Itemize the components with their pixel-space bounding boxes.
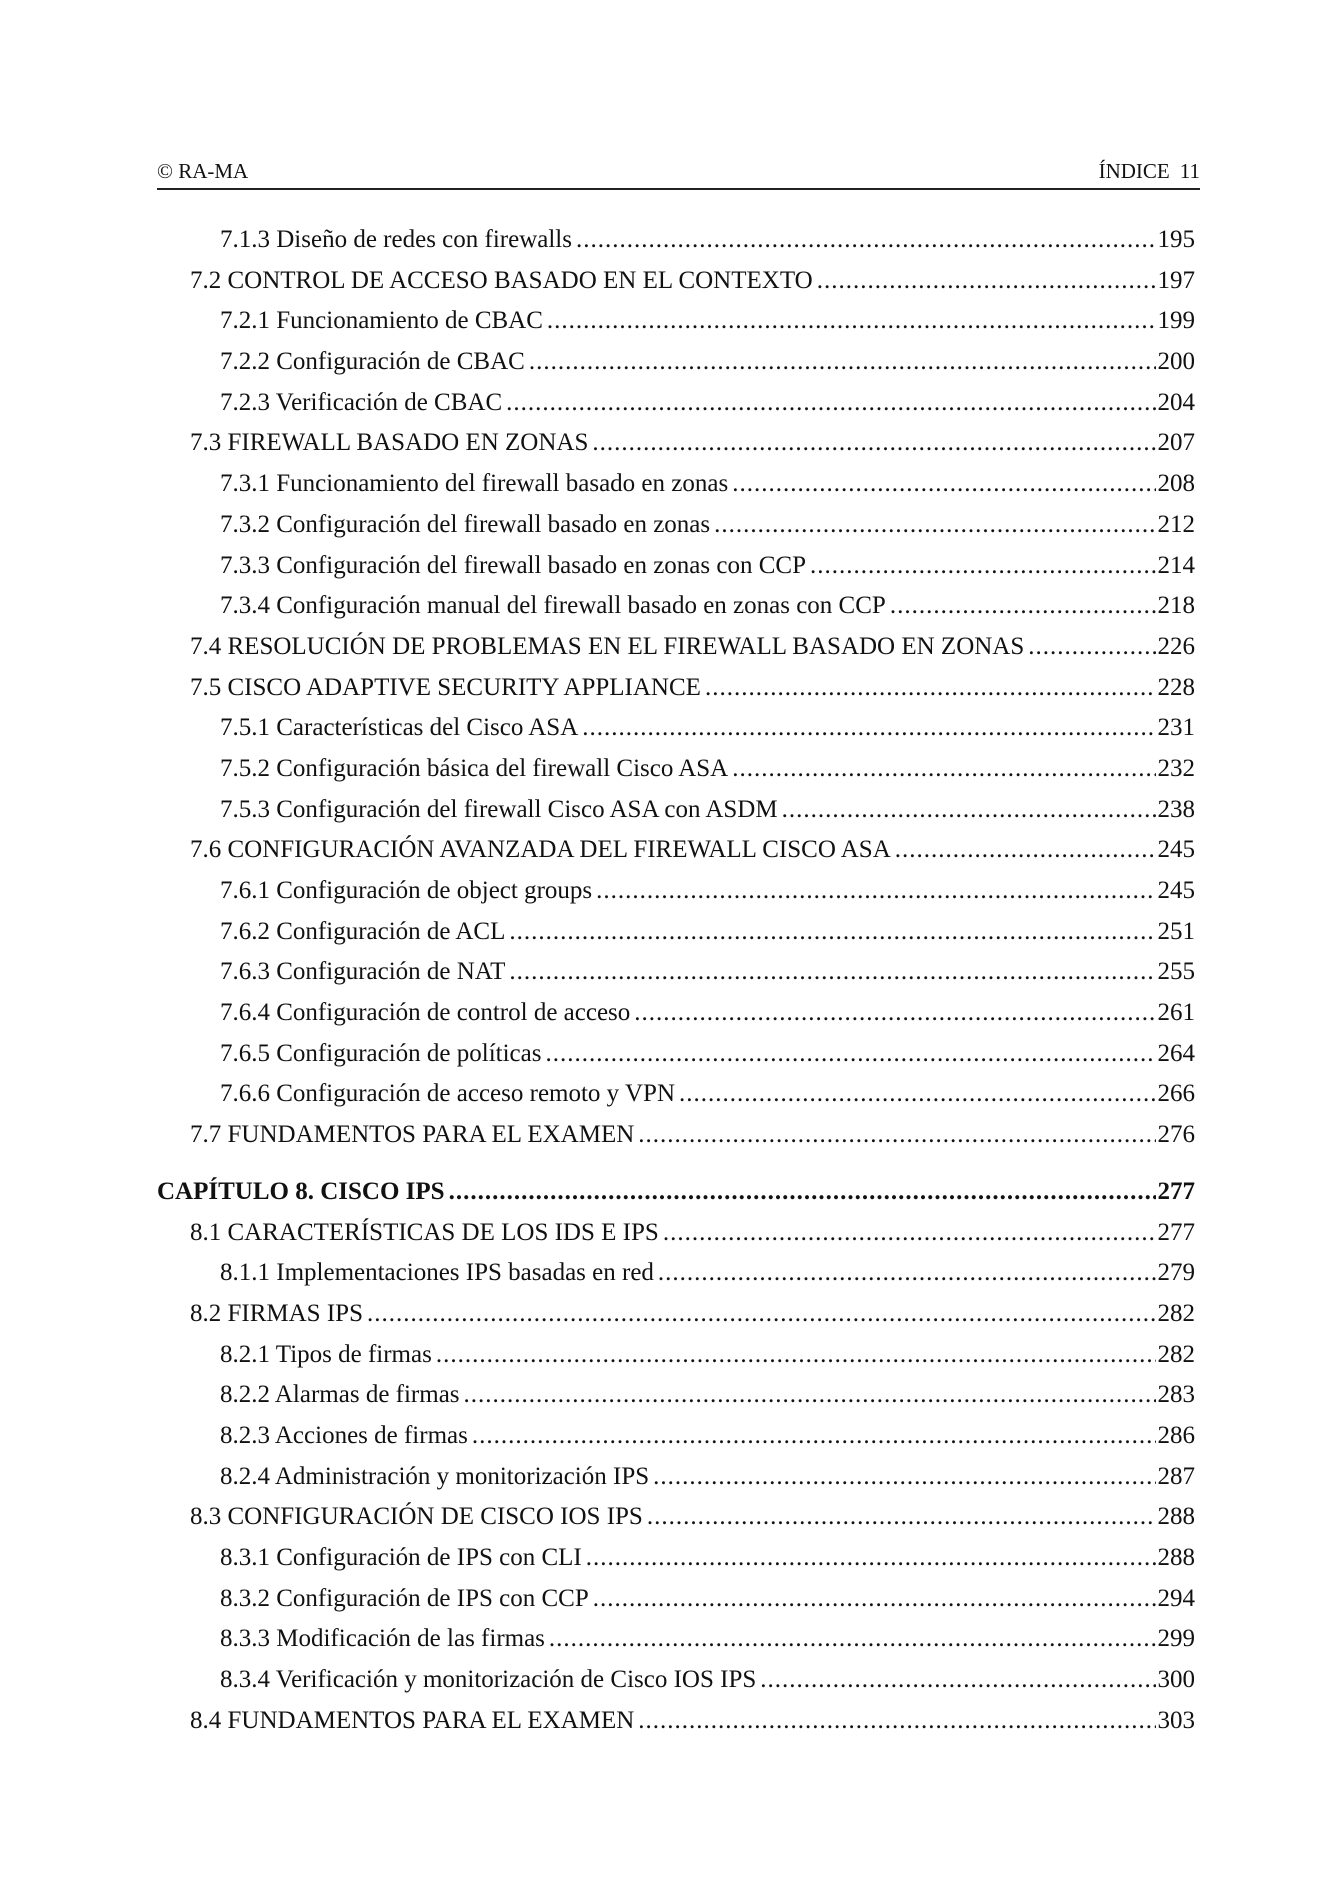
toc-entry-page: 287 [1157,1462,1195,1490]
toc-entry[interactable] [157,1115,1195,1156]
toc-entry-label: 7.6.4 Configuración de control de acceso [220,999,631,1027]
toc-entry-label: 7.2.2 Configuración de CBAC [220,348,525,376]
toc-entry-page: 286 [1157,1421,1195,1449]
toc-entry[interactable] [157,586,1195,627]
dot-leader [593,1579,1156,1620]
toc-entry-page: 231 [1157,714,1195,742]
dot-leader [449,1172,1156,1213]
toc-entry-label: 8.3 CONFIGURACIÓN DE CISCO IOS IPS [190,1503,643,1531]
toc-entry[interactable] [157,668,1195,709]
toc-entry-label: 7.5.1 Características del Cisco ASA [220,714,579,742]
dot-leader [638,1115,1155,1156]
toc-entry-page: 264 [1157,1039,1195,1067]
toc-entry-page: 197 [1157,266,1195,294]
table-of-contents [157,220,1195,1741]
toc-entry-label: 7.2 CONTROL DE ACCESO BASADO EN EL CONTEXTO [190,266,813,294]
toc-entry-page: 226 [1157,632,1195,660]
toc-entry[interactable] [157,1497,1195,1538]
toc-entry-label: 7.1.3 Diseño de redes con firewalls [220,226,572,253]
dot-leader [509,912,1155,953]
dot-leader [582,708,1155,749]
toc-entry-label: 7.2.3 Verificación de CBAC [220,388,503,416]
toc-entry-label: 8.1 CARACTERÍSTICAS DE LOS IDS E IPS [190,1218,659,1246]
toc-entry-page: 282 [1157,1340,1195,1368]
dot-leader [705,668,1156,709]
toc-entry[interactable] [157,708,1195,749]
toc-entry-page: 212 [1157,510,1195,538]
toc-entry[interactable] [157,301,1195,342]
toc-entry-label: 8.1.1 Implementaciones IPS basadas en red [220,1259,654,1287]
toc-entry[interactable] [157,871,1195,912]
toc-entry[interactable] [157,505,1195,546]
dot-leader [586,1538,1156,1579]
dot-leader [1028,627,1155,668]
dot-leader [658,1253,1156,1294]
toc-entry[interactable] [157,1074,1195,1115]
publisher-copyright: © RA-MA [157,159,249,183]
toc-entry-page: 208 [1157,470,1195,498]
toc-entry-page: 200 [1157,348,1195,376]
toc-entry-page: 283 [1157,1381,1195,1409]
toc-entry-page: 214 [1157,551,1195,579]
toc-entry-page: 218 [1157,592,1195,620]
toc-entry[interactable] [157,1253,1195,1294]
toc-entry-label: 7.6 CONFIGURACIÓN AVANZADA DEL FIREWALL CISCO ASA [190,836,891,864]
running-title [1099,159,1200,184]
toc-entry-page: 277 [1157,1218,1195,1246]
toc-entry-label: 7.5.3 Configuración del firewall Cisco ASA con ASDM [220,795,778,823]
toc-entry[interactable] [157,627,1195,668]
toc-entry-page: 300 [1157,1666,1195,1694]
page-header [157,158,1200,190]
toc-entry-label: 7.5 CISCO ADAPTIVE SECURITY APPLIANCE [190,673,701,701]
toc-entry-label: 7.3.4 Configuración manual del firewall basado en zonas con CCP [220,592,886,620]
toc-entry-page: 232 [1157,754,1195,782]
toc-entry[interactable] [157,383,1195,424]
toc-entry-page: 299 [1157,1625,1195,1653]
toc-entry-label: 8.3.1 Configuración de IPS con CLI [220,1544,582,1571]
dot-leader [464,1375,1156,1416]
toc-entry-page: 245 [1157,877,1195,904]
dot-leader [545,1034,1155,1075]
toc-entry[interactable] [157,1294,1195,1335]
dot-leader [663,1213,1156,1254]
toc-entry-label: 7.6.6 Configuración de acceso remoto y VPN [220,1080,675,1108]
dot-leader [817,261,1156,302]
dot-leader [509,952,1155,993]
toc-entry-label: 7.5.2 Configuración básica del firewall Cisco ASA [220,754,729,782]
dot-leader [547,301,1156,342]
toc-entry-page: 288 [1157,1544,1195,1571]
dot-leader [529,342,1156,383]
toc-entry-label: 8.2.4 Administración y monitorización IPS [220,1462,650,1490]
toc-entry-page: 279 [1157,1259,1195,1287]
dot-leader [472,1416,1156,1457]
toc-entry-page: 199 [1157,307,1195,335]
dot-leader [732,749,1155,790]
toc-entry[interactable] [157,464,1195,505]
toc-entry-page: 238 [1157,795,1195,823]
toc-entry-label: CAPÍTULO 8. CISCO IPS [157,1177,445,1205]
toc-entry-label: 7.7 FUNDAMENTOS PARA EL EXAMEN [190,1121,635,1149]
toc-entry[interactable] [157,1538,1195,1579]
toc-entry[interactable] [157,1375,1195,1416]
toc-entry-page: 251 [1157,917,1195,945]
dot-leader [895,830,1156,871]
dot-leader [506,383,1155,424]
dot-leader [367,1294,1156,1335]
toc-entry[interactable] [157,1619,1195,1660]
toc-entry[interactable] [157,1701,1195,1742]
toc-entry-label: 7.6.1 Configuración de object groups [220,877,593,904]
toc-entry[interactable] [157,1660,1195,1701]
toc-entry-page: 282 [1157,1299,1195,1327]
dot-leader [592,423,1155,464]
toc-entry-label: 7.3.1 Funcionamiento del firewall basado en zonas [220,470,729,498]
toc-entry[interactable] [157,830,1195,871]
toc-entry-page: 277 [1157,1177,1195,1205]
dot-leader [810,546,1156,587]
toc-entry-page: 261 [1157,999,1195,1027]
dot-leader [653,1457,1155,1498]
toc-entry[interactable] [157,546,1195,587]
toc-entry-label: 8.2.3 Acciones de firmas [220,1421,468,1449]
toc-entry[interactable] [157,1579,1195,1620]
dot-leader [647,1497,1156,1538]
toc-entry[interactable] [157,1213,1195,1254]
dot-leader [890,586,1156,627]
toc-entry-page: 245 [1157,836,1195,864]
dot-leader [782,790,1156,831]
toc-entry-page: 207 [1157,429,1195,457]
toc-entry-label: 8.4 FUNDAMENTOS PARA EL EXAMEN [190,1706,635,1734]
toc-entry[interactable] [157,993,1195,1034]
toc-entry-label: 7.4 RESOLUCIÓN DE PROBLEMAS EN EL FIREWALL BASADO EN ZONAS [190,632,1025,660]
section-title: ÍNDICE [1098,159,1170,183]
dot-leader [679,1074,1156,1115]
toc-entry-label: 8.3.2 Configuración de IPS con CCP [220,1584,589,1612]
toc-entry-label: 7.3.2 Configuración del firewall basado en zonas [220,510,711,538]
dot-leader [634,993,1155,1034]
dot-leader [760,1660,1155,1701]
toc-entry[interactable] [157,1034,1195,1075]
toc-entry-label: 7.3 FIREWALL BASADO EN ZONAS [190,429,589,457]
toc-entry-page: 303 [1157,1706,1195,1734]
toc-entry-label: 7.3.3 Configuración del firewall basado en zonas con CCP [220,551,806,579]
dot-leader [638,1701,1155,1742]
toc-entry-label: 7.6.5 Configuración de políticas [220,1039,542,1067]
dot-leader [714,505,1155,546]
toc-entry[interactable] [157,1335,1195,1376]
toc-entry-label: 8.3.4 Verificación y monitorización de Cisco IOS IPS [220,1666,757,1694]
toc-entry[interactable] [157,790,1195,831]
toc-entry[interactable] [157,423,1195,464]
toc-entry[interactable] [157,1416,1195,1457]
dot-leader [436,1335,1156,1376]
toc-entry-label: 8.2 FIRMAS IPS [190,1299,363,1327]
toc-entry[interactable] [157,749,1195,790]
toc-entry[interactable] [157,952,1195,993]
toc-entry-page: 288 [1157,1503,1195,1531]
toc-entry[interactable] [157,342,1195,383]
toc-entry-page: 266 [1157,1080,1195,1108]
toc-entry-page: 255 [1157,958,1195,986]
toc-entry-page: 294 [1157,1584,1195,1612]
toc-entry-label: 8.3.3 Modificación de las firmas [220,1625,545,1653]
toc-entry[interactable] [157,261,1195,302]
toc-entry-page: 276 [1157,1121,1195,1149]
toc-entry-page: 195 [1157,226,1195,253]
toc-chapter-entry[interactable] [157,1172,1195,1213]
toc-entry-label: 7.6.2 Configuración de ACL [220,917,506,945]
dot-leader [596,871,1155,912]
toc-entry-page: 204 [1157,388,1195,416]
toc-entry[interactable] [157,1457,1195,1498]
toc-entry[interactable] [157,220,1195,261]
toc-entry-label: 8.2.1 Tipos de firmas [220,1340,432,1368]
dot-leader [576,220,1156,261]
toc-entry-label: 8.2.2 Alarmas de firmas [220,1381,460,1409]
dot-leader [732,464,1155,505]
dot-leader [549,1619,1156,1660]
page-number: 11 [1179,159,1200,183]
toc-entry[interactable] [157,912,1195,953]
toc-entry-label: 7.6.3 Configuración de NAT [220,958,506,986]
toc-entry-label: 7.2.1 Funcionamiento de CBAC [220,307,543,335]
toc-entry-page: 228 [1157,673,1195,701]
